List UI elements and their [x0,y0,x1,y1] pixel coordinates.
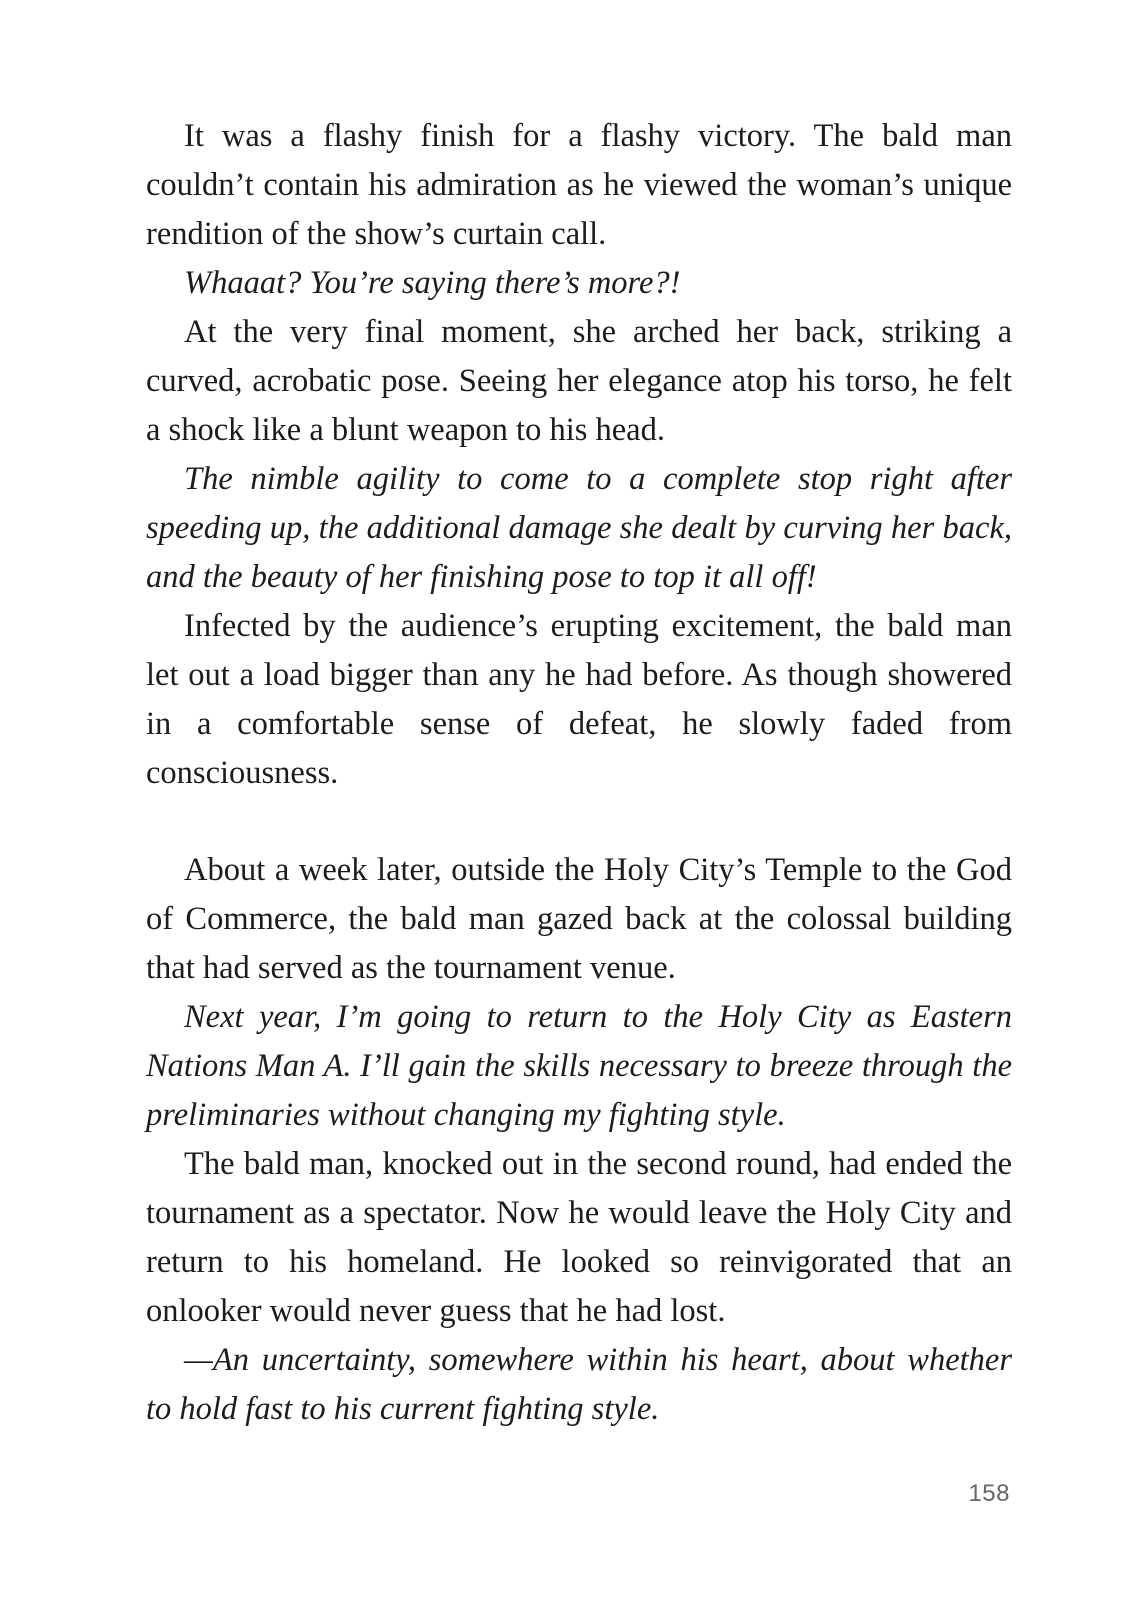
text-section-1 [146,112,1012,798]
paragraph-italic-thought: Next year, I’m going to return to the Holy City as Eastern Nations Man A. I’ll gain the skills necessary to breeze through the preliminaries without changing my fighting style. [146,999,1012,1133]
text-section-2 [146,846,1012,1434]
paragraph: Infected by the audience’s erupting excitement, the bald man let out a load bigger than any he had before. As though showered in a comfortable sense of defeat, he slowly faded from consciousness. [146,608,1012,791]
paragraph: It was a flashy finish for a flashy victory. The bald man couldn’t contain his admiration as he viewed the woman’s unique rendition of the show’s curtain call. [146,118,1012,252]
paragraph-italic-thought: The nimble agility to come to a complete stop right after speeding up, the additional damage she dealt by curving her back, and the beauty of her finishing pose to top it all off! [146,461,1012,595]
paragraph: The bald man, knocked out in the second round, had ended the tournament as a spectator. Now he would leave the Holy City and return to his homeland. He looked so reinvigorated that an onlooker would never guess that he had lost. [146,1146,1012,1329]
paragraph-italic-thought: —An uncertainty, somewhere within his heart, about whether to hold fast to his current fighting style. [146,1342,1012,1427]
paragraph-italic-thought: Whaaat? You’re saying there’s more?! [184,265,681,301]
paragraph: About a week later, outside the Holy City’s Temple to the God of Commerce, the bald man gazed back at the colossal building that had served as the tournament venue. [146,852,1012,986]
page-number: 158 [968,1480,1010,1507]
paragraph: At the very final moment, she arched her back, striking a curved, acrobatic pose. Seeing her elegance atop his torso, he felt a shock like a blunt weapon to his head. [146,314,1012,448]
